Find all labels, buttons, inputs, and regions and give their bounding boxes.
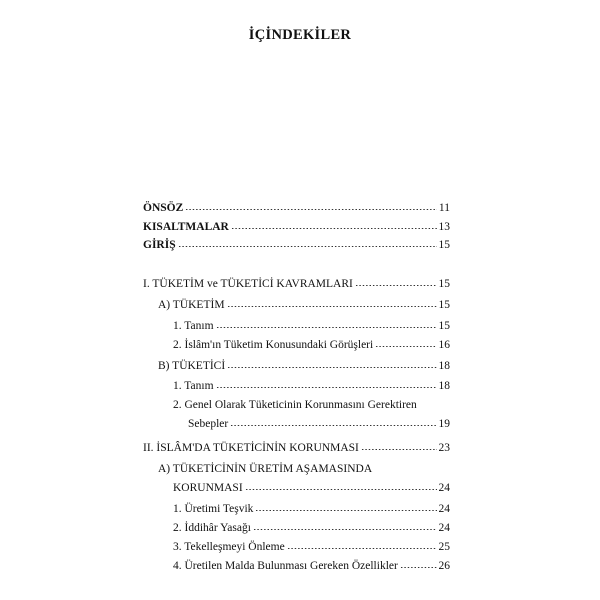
toc-entry-kisaltmalar	[143, 219, 450, 235]
toc-entry-section-1a	[158, 297, 450, 313]
dot-leader	[375, 338, 436, 348]
page-title: İÇİNDEKİLER	[248, 27, 352, 43]
dot-leader	[178, 238, 437, 248]
dot-leader	[185, 201, 437, 211]
toc-entry-section-2a3	[173, 539, 450, 555]
toc-entry-section-1	[143, 276, 450, 292]
toc-entry-section-2a4	[173, 558, 450, 574]
toc-entry-label: 1. Üretimi Teşvik	[173, 503, 254, 515]
toc-entry-section-1a2	[173, 337, 450, 353]
toc-page-number: 15	[438, 278, 450, 290]
toc-entry-label: A) TÜKETİM	[158, 299, 225, 311]
toc-entry-label: KISALTMALAR	[143, 221, 229, 233]
toc-entry-onsoz	[143, 200, 450, 216]
toc-entry-label: 2. İddihâr Yasağı	[173, 522, 251, 534]
toc-page-number: 25	[438, 541, 450, 553]
dot-leader	[287, 540, 437, 550]
toc-page-number: 24	[438, 522, 450, 534]
dot-leader	[231, 220, 437, 230]
toc-page-number: 13	[438, 221, 450, 233]
toc-entry-label: GİRİŞ	[143, 239, 176, 251]
toc-entry-section-1b2-line1: 2. Genel Olarak Tüketicinin Korunmasını Gerektiren	[173, 399, 417, 411]
toc-entry-label: 1. Tanım	[173, 320, 214, 332]
toc-page-number: 19	[438, 418, 450, 430]
toc-entry-section-2a2	[173, 520, 450, 536]
toc-entry-section-2a1	[173, 501, 450, 517]
toc-entry-label: 4. Üretilen Malda Bulunması Gereken Özellikler	[173, 560, 398, 572]
toc-page-number: 11	[438, 202, 450, 214]
dot-leader	[216, 379, 437, 389]
dot-leader	[245, 481, 437, 491]
toc-entry-label: II. İSLÂM'DA TÜKETİCİNİN KORUNMASI	[143, 442, 359, 454]
dot-leader	[227, 359, 436, 369]
dot-leader	[400, 559, 437, 569]
toc-entry-section-1b1	[173, 378, 450, 394]
toc-entry-section-2	[143, 440, 450, 456]
toc-entry-label: 1. Tanım	[173, 380, 214, 392]
toc-entry-label: 2. İslâm'ın Tüketim Konusundaki Görüşleri	[173, 339, 374, 351]
toc-page-number: 23	[438, 442, 450, 454]
toc-page-number: 26	[438, 560, 450, 572]
toc-entry-giris	[143, 237, 450, 253]
toc-page-number: 15	[438, 320, 450, 332]
toc-entry-section-2a	[173, 480, 450, 496]
toc-entry-section-1a1	[173, 318, 450, 334]
toc-entry-label: Sebepler	[188, 418, 229, 430]
toc-page-number: 15	[438, 299, 450, 311]
toc-page-number: 18	[438, 380, 450, 392]
toc-entry-label: KORUNMASI	[173, 482, 243, 494]
dot-leader	[355, 277, 437, 287]
dot-leader	[227, 298, 437, 308]
toc-page-number: 18	[438, 360, 450, 372]
dot-leader	[361, 441, 437, 451]
toc-page-number: 24	[438, 482, 450, 494]
dot-leader	[230, 417, 436, 427]
toc-entry-section-1b2	[188, 416, 450, 432]
toc-entry-label: I. TÜKETİM ve TÜKETİCİ KAVRAMLARI	[143, 278, 353, 290]
toc-entry-label: B) TÜKETİCİ	[158, 360, 226, 372]
dot-leader	[216, 319, 437, 329]
toc-page-number: 16	[438, 339, 450, 351]
toc-entry-section-1b	[158, 358, 450, 374]
toc-entry-label: 3. Tekelleşmeyi Önleme	[173, 541, 285, 553]
toc-entry-label: ÖNSÖZ	[143, 202, 184, 214]
dot-leader	[253, 521, 437, 531]
toc-page-number: 24	[438, 503, 450, 515]
toc-entry-section-2a-line1: A) TÜKETİCİNİN ÜRETİM AŞAMASINDA	[158, 463, 373, 475]
dot-leader	[255, 502, 436, 512]
toc-page-number: 15	[438, 239, 450, 251]
